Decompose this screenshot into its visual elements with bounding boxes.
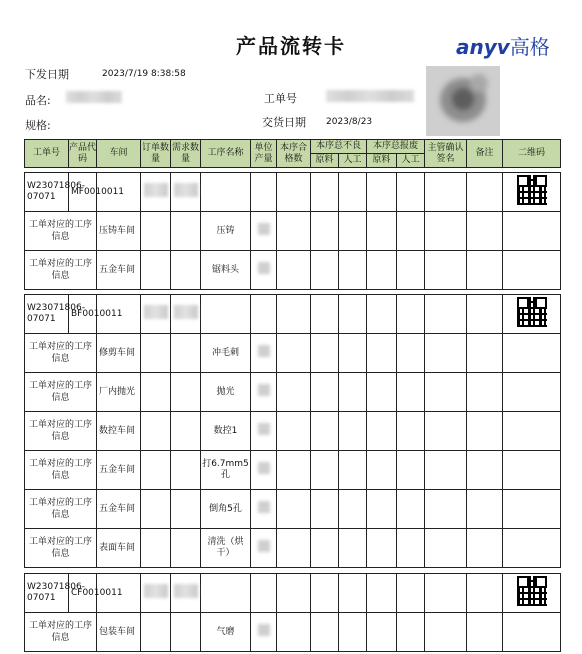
col-order-no: 工单号 [25,140,69,168]
table-cell [397,490,425,529]
group-header-row [25,173,561,212]
demand-qty-redacted [171,295,201,334]
table-cell [425,295,467,334]
order-no-label: 工单号 [264,92,297,105]
table-cell [311,574,339,613]
table-cell [425,173,467,212]
unit-output-redacted [251,529,277,568]
unit-output-redacted [251,373,277,412]
table-cell [141,334,171,373]
table-cell [339,490,367,529]
table-cell [277,613,311,652]
table-cell [467,295,503,334]
table-cell [367,334,397,373]
table-cell [339,173,367,212]
table-cell [277,334,311,373]
table-cell [339,613,367,652]
table-cell [141,251,171,290]
step-process-name: 抛光 [201,373,251,412]
qr-code-icon [517,297,547,327]
table-cell [367,173,397,212]
company-logo [456,31,550,60]
step-info-label: 工单对应的工序信息 [25,212,97,251]
table-cell [397,529,425,568]
order-qty-redacted [141,295,171,334]
table-cell [277,212,311,251]
table-cell [339,529,367,568]
group-product-code: MF0010011 [69,173,97,212]
demand-qty-redacted [171,574,201,613]
process-step-row [25,373,561,412]
step-info-label: 工单对应的工序信息 [25,451,97,490]
process-group-table [24,294,561,568]
col-defect-material: 原料 [311,154,339,168]
table-cell [171,529,201,568]
table-cell [425,212,467,251]
table-cell [277,451,311,490]
table-cell [397,373,425,412]
col-defect-labor: 人工 [339,154,367,168]
step-process-name: 气磨 [201,613,251,652]
step-process-name: 锯料头 [201,251,251,290]
table-cell [339,251,367,290]
table-cell [171,251,201,290]
delivery-date-label: 交货日期 [262,116,306,129]
table-cell [503,334,561,373]
table-cell [425,412,467,451]
qr-code [503,173,561,212]
table-cell [467,412,503,451]
table-cell [367,529,397,568]
table-cell [201,295,251,334]
table-cell [425,251,467,290]
step-workshop: 厂内抛光 [97,373,141,412]
table-cell [311,529,339,568]
qr-code-icon [517,175,547,205]
table-cell [277,529,311,568]
step-workshop: 数控车间 [97,412,141,451]
unit-output-redacted [251,412,277,451]
product-name-label: 品名: [25,94,51,107]
group-header-row [25,295,561,334]
table-cell [311,173,339,212]
table-cell [467,529,503,568]
step-process-name: 倒角5孔 [201,490,251,529]
table-cell [425,490,467,529]
step-info-label: 工单对应的工序信息 [25,412,97,451]
step-process-name: 冲毛刺 [201,334,251,373]
logo-brand: anyv [456,35,510,59]
table-cell [251,295,277,334]
table-cell [367,613,397,652]
table-cell [251,574,277,613]
table-cell [503,212,561,251]
process-step-row [25,412,561,451]
step-info-label: 工单对应的工序信息 [25,334,97,373]
table-cell [397,613,425,652]
table-cell [397,574,425,613]
group-order-no: W23071806-07071 [25,295,69,334]
table-cell [311,295,339,334]
table-cell [277,173,311,212]
step-info-label: 工单对应的工序信息 [25,490,97,529]
table-cell [425,574,467,613]
step-workshop: 五金车间 [97,451,141,490]
table-cell [367,295,397,334]
group-order-no: W23071806-07071 [25,574,69,613]
table-cell [277,412,311,451]
table-cell [171,373,201,412]
table-cell [339,574,367,613]
table-cell [467,613,503,652]
step-info-label: 工单对应的工序信息 [25,251,97,290]
table-cell [503,490,561,529]
step-workshop: 包装车间 [97,613,141,652]
table-cell [503,451,561,490]
product-name-redacted [66,91,122,103]
step-process-name: 清洗（烘干） [201,529,251,568]
table-cell [277,490,311,529]
process-step-row [25,212,561,251]
unit-output-redacted [251,251,277,290]
table-cell [503,251,561,290]
table-cell [367,412,397,451]
order-qty-redacted [141,173,171,212]
group-header-row [25,574,561,613]
table-cell [425,529,467,568]
col-scrap-labor: 人工 [397,154,425,168]
col-remark: 备注 [467,140,503,168]
qr-code [503,574,561,613]
table-cell [141,490,171,529]
table-cell [367,451,397,490]
process-step-row [25,490,561,529]
table-cell [367,574,397,613]
table-cell [467,490,503,529]
col-order-qty: 订单数量 [141,140,171,168]
order-qty-redacted [141,574,171,613]
table-cell [171,412,201,451]
table-cell [141,451,171,490]
table-cell [277,574,311,613]
table-cell [367,373,397,412]
qr-code-icon [517,576,547,606]
table-cell [311,613,339,652]
table-cell [171,613,201,652]
step-workshop: 修剪车间 [97,334,141,373]
table-cell [277,373,311,412]
table-cell [311,251,339,290]
table-cell [171,212,201,251]
table-cell [467,373,503,412]
group-product-code: CF0010011 [69,574,97,613]
step-process-name: 打6.7mm5孔 [201,451,251,490]
table-cell [141,613,171,652]
table-cell [467,451,503,490]
table-cell [201,173,251,212]
step-info-label: 工单对应的工序信息 [25,373,97,412]
table-cell [311,412,339,451]
table-cell [397,251,425,290]
qr-code [503,295,561,334]
step-workshop: 压铸车间 [97,212,141,251]
table-cell [503,529,561,568]
table-cell [311,212,339,251]
unit-output-redacted [251,613,277,652]
table-cell [339,334,367,373]
step-workshop: 五金车间 [97,251,141,290]
table-cell [467,574,503,613]
table-cell [141,373,171,412]
table-cell [171,334,201,373]
table-cell [339,451,367,490]
step-process-name: 压铸 [201,212,251,251]
col-qualified-qty: 本序合格数 [277,140,311,168]
table-cell [141,529,171,568]
table-cell [277,251,311,290]
col-defect: 本序总不良 [311,140,367,154]
process-step-row [25,251,561,290]
table-cell [311,373,339,412]
issue-date-value: 2023/7/19 8:38:58 [102,69,186,79]
table-cell [367,490,397,529]
table-cell [277,295,311,334]
table-cell [425,334,467,373]
process-step-row [25,613,561,652]
table-cell [467,173,503,212]
col-supervisor-sign: 主管确认签名 [425,140,467,168]
table-cell [397,295,425,334]
table-cell [425,373,467,412]
col-unit-output: 单位产量 [251,140,277,168]
col-qr-code: 二维码 [503,140,561,168]
table-cell [425,451,467,490]
table-cell [397,412,425,451]
table-cell [467,334,503,373]
process-step-row [25,451,561,490]
card-title: 产品流转卡 [236,34,346,58]
step-info-label: 工单对应的工序信息 [25,613,97,652]
table-cell [367,251,397,290]
table-cell [339,412,367,451]
table-cell [425,613,467,652]
process-step-row [25,334,561,373]
table-cell [339,373,367,412]
table-cell [397,212,425,251]
order-no-redacted [326,90,414,102]
table-cell [311,334,339,373]
table-cell [311,490,339,529]
table-cell [467,251,503,290]
issue-date-label: 下发日期 [25,68,69,81]
step-process-name: 数控1 [201,412,251,451]
product-photo [426,66,500,136]
col-process-name: 工序名称 [201,140,251,168]
table-cell [201,574,251,613]
table-cell [141,212,171,251]
step-info-label: 工单对应的工序信息 [25,529,97,568]
table-cell [311,451,339,490]
unit-output-redacted [251,490,277,529]
table-cell [467,212,503,251]
demand-qty-redacted [171,173,201,212]
process-group-table [24,573,561,652]
col-demand-qty: 需求数量 [171,140,201,168]
unit-output-redacted [251,334,277,373]
table-cell [171,490,201,529]
logo-brand-cn: 高格 [509,35,550,59]
table-cell [171,451,201,490]
table-cell [339,295,367,334]
table-cell [503,412,561,451]
unit-output-redacted [251,212,277,251]
spec-label: 规格: [25,119,51,132]
unit-output-redacted [251,451,277,490]
table-cell [503,373,561,412]
step-workshop: 表面车间 [97,529,141,568]
process-group-table [24,172,561,290]
col-scrap-material: 原料 [367,154,397,168]
process-step-row [25,529,561,568]
delivery-date-value: 2023/8/23 [326,117,373,127]
group-product-code: BF0010011 [69,295,97,334]
table-cell [141,412,171,451]
table-cell [397,451,425,490]
table-cell [397,334,425,373]
step-workshop: 五金车间 [97,490,141,529]
col-product-code: 产品代码 [69,140,97,168]
table-cell [251,173,277,212]
table-cell [339,212,367,251]
group-order-no: W23071806-07071 [25,173,69,212]
col-scrap: 本序总报废 [367,140,425,154]
table-cell [367,212,397,251]
table-cell [397,173,425,212]
table-cell [503,613,561,652]
col-workshop: 车间 [97,140,141,168]
header-table [24,139,561,168]
